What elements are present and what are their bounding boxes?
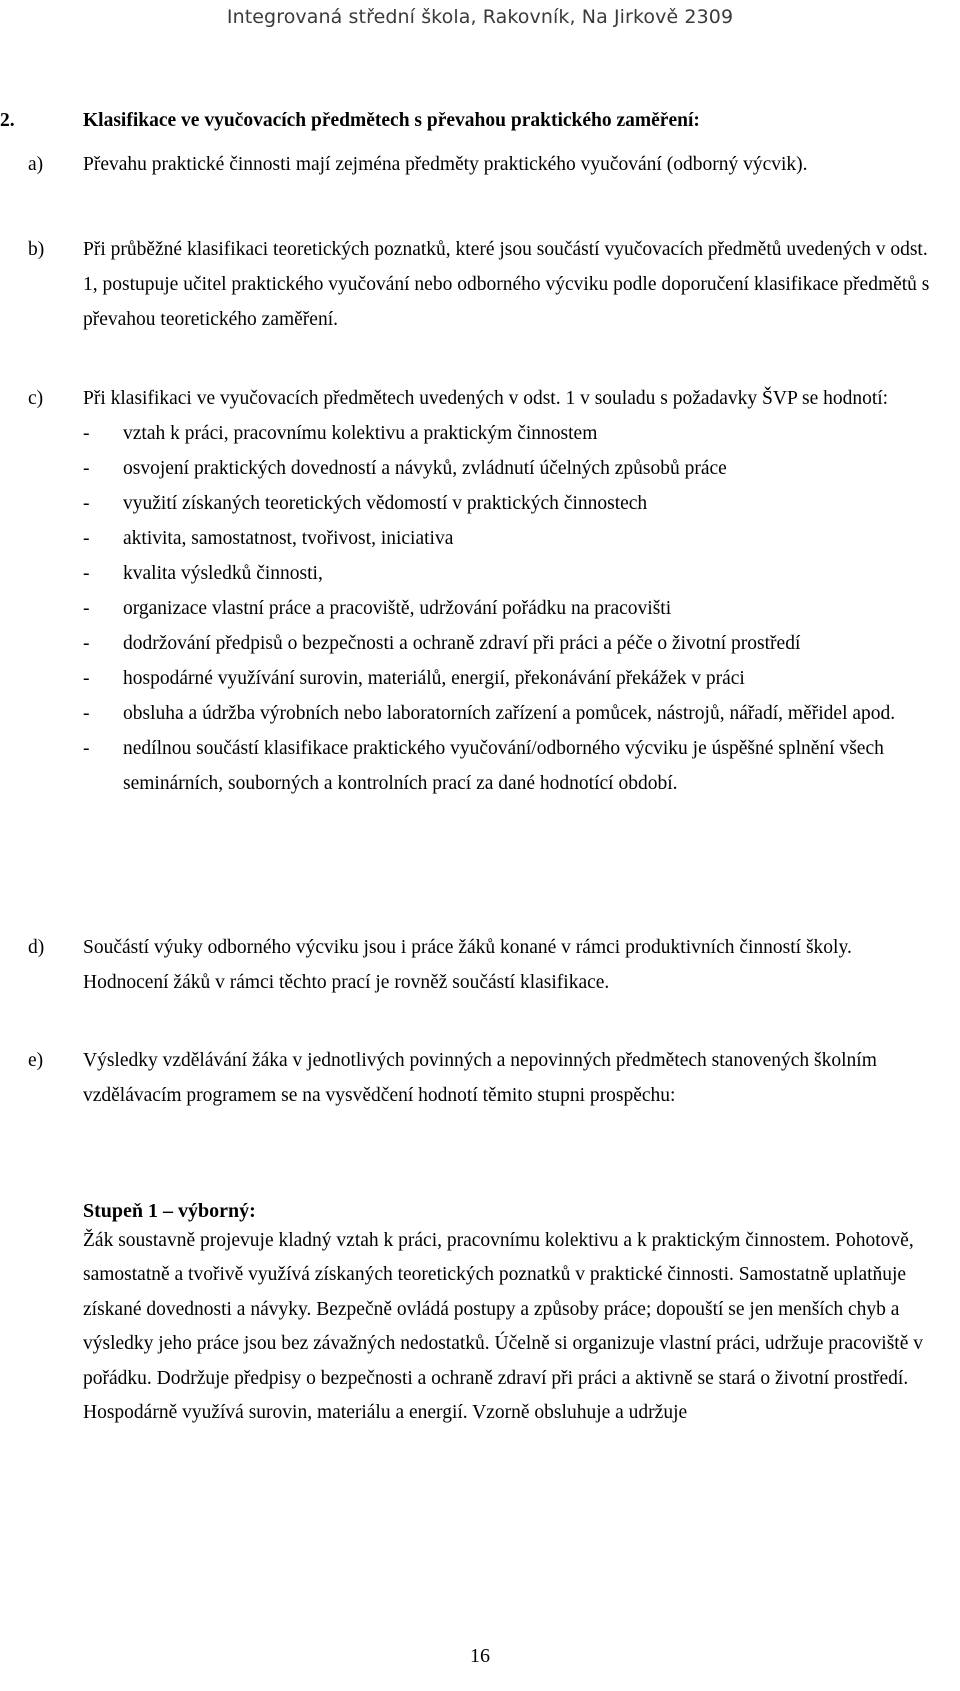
list-item: - organizace vlastní práce a pracoviště, udržování pořádku na pracovišti — [83, 591, 943, 626]
list-item: - aktivita, samostatnost, tvořivost, iniciativa — [83, 521, 943, 556]
item-c — [0, 381, 960, 801]
item-d — [0, 930, 960, 1000]
page-header: Integrovaná střední škola, Rakovník, Na Jirkově 2309 — [226, 6, 734, 28]
list-item: - osvojení praktických dovedností a návyků, zvládnutí účelných způsobů práce — [83, 451, 943, 486]
item-e-text: Výsledky vzdělávání žáka v jednotlivých povinných a nepovinných předmětech stanovených školním vzdělávacím programem se na vysvědčení hodnotí těmito stupni prospěchu: — [83, 1050, 877, 1106]
item-c-criteria — [83, 416, 938, 801]
item-a-text: Převahu praktické činnosti mají zejména předměty praktického vyučování (odborný výcvik). — [83, 154, 808, 175]
section-number: 2. — [0, 110, 15, 131]
list-item: - hospodárné využívání surovin, materiálů, energií, překonávání překážek v práci — [83, 661, 943, 696]
list-item: - dodržování předpisů o bezpečnosti a ochraně zdraví při práci a péče o životní prostředí — [83, 626, 943, 661]
item-d-text: Součástí výuky odborného výcviku jsou i práce žáků konané v rámci produktivních činností školy. Hodnocení žáků v rámci těchto prací je rovněž součástí klasifikace. — [83, 937, 852, 993]
list-dash: - — [83, 423, 90, 444]
item-a — [0, 147, 960, 182]
list-item: - obsluha a údržba výrobních nebo laboratorních zařízení a pomůcek, nástrojů, nářadí, měřidel apod. — [83, 696, 943, 731]
item-c-text: Při klasifikaci ve vyučovacích předmětech uvedených v odst. 1 v souladu s požadavky ŠVP se hodnotí: — [83, 388, 889, 409]
item-d-letter: d) — [28, 937, 45, 958]
list-dash: - — [83, 598, 90, 619]
list-dash: - — [83, 458, 90, 479]
list-dash: - — [83, 703, 90, 724]
item-b-text: Při průběžné klasifikaci teoretických poznatků, které jsou součástí vyučovacích předmětů uvedených v odst. 1, postupuje učitel praktického vyučování nebo odborného výcviku podle doporučení klasifikace předmětů s převahou teoretického zaměření. — [83, 239, 930, 330]
list-dash: - — [83, 563, 90, 584]
grade-description: Žák soustavně projevuje kladný vztah k práci, pracovnímu kolektivu a k praktickým činnostem. Pohotově, samostatně a tvořivě využívá získaných teoretických poznatků v praktické činnosti. Samostatně uplatňuje získané dovednosti a návyky. Bezpečně ovládá postupy a způsoby práce; dopouští se jen menších chyb a výsledky jeho práce jsou bez závažných nedostatků. Účelně si organizuje vlastní práci, udržuje pracoviště v pořádku. Dodržuje předpisy o bezpečnosti a ochraně zdraví při práci a aktivně se stará o životní prostředí. Hospodárně využívá surovin, materiálu a energií. Vzorně obsluhuje a udržuje — [83, 1230, 924, 1424]
list-item: - využití získaných teoretických vědomostí v praktických činnostech — [83, 486, 943, 521]
list-dash: - — [83, 528, 90, 549]
section-title: Klasifikace ve vyučovacích předmětech s převahou praktického zaměření: — [83, 110, 700, 131]
list-dash: - — [83, 738, 90, 759]
item-e-letter: e) — [28, 1050, 44, 1071]
page-number: 16 — [470, 1645, 490, 1667]
list-dash: - — [83, 668, 90, 689]
list-item: - vztah k práci, pracovnímu kolektivu a praktickým činnostem — [83, 416, 943, 451]
criteria-list — [83, 416, 938, 801]
item-a-letter: a) — [28, 154, 44, 175]
grade-heading: Stupeň 1 – výborný: — [83, 1200, 256, 1222]
item-b-letter: b) — [28, 239, 45, 260]
list-dash: - — [83, 633, 90, 654]
list-dash: - — [83, 493, 90, 514]
item-b — [0, 232, 960, 337]
list-item: - kvalita výsledků činnosti, — [83, 556, 943, 591]
item-e — [0, 1043, 960, 1113]
list-item: - nedílnou součástí klasifikace praktického vyučování/odborného výcviku je úspěšné splnění všech seminárních, souborných a kontrolních prací za dané hodnotící období. — [83, 731, 943, 801]
item-c-letter: c) — [28, 388, 44, 409]
